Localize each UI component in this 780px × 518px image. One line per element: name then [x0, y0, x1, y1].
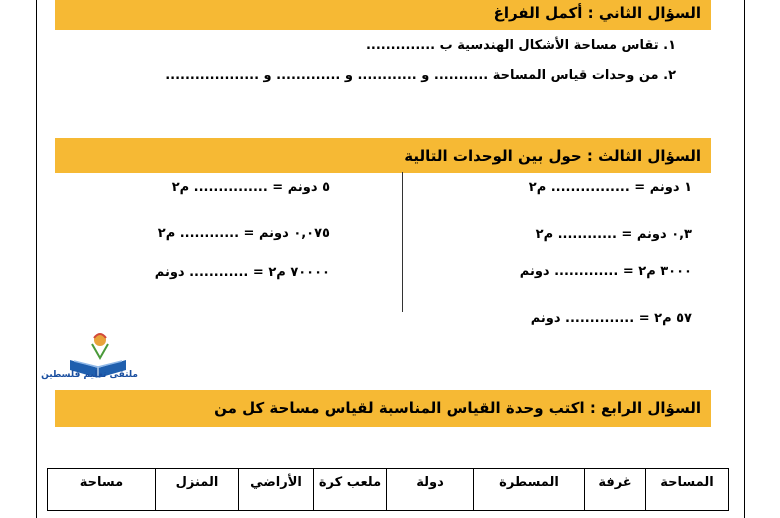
conversion-right-3: ٣٠٠٠ م٢ = ............. دونم — [519, 264, 692, 279]
table-header-cell: المنزل — [156, 469, 239, 511]
table-header-cell: مساحة — [48, 469, 156, 511]
question-2-header — [55, 0, 711, 30]
question-4-title: السؤال الرابع : اكتب وحدة القياس المناسبة لقياس مساحة كل من — [214, 399, 701, 417]
table-row — [48, 469, 729, 511]
conversion-right-4: ٥٧ م٢ = .............. دونم — [530, 311, 692, 326]
conversion-left-2: ٠,٠٧٥ دونم = ............ م٢ — [157, 226, 330, 241]
conversion-right-1: ١ دونم = ................ م٢ — [528, 180, 692, 195]
table-header-cell: ملعب كرة — [314, 469, 387, 511]
conversion-right-2: ٠,٣ دونم = ............ م٢ — [535, 227, 692, 242]
conversion-left-3: ٧٠٠٠٠ م٢ = ............ دونم — [154, 265, 330, 280]
question-4-header — [55, 390, 711, 427]
question-2-item-1: ١. تقاس مساحة الأشكال الهندسية ب .............. — [365, 38, 676, 53]
question-3-title: السؤال الثالث : حول بين الوحدات التالية — [404, 147, 701, 165]
logo-caption: ملتقى تعليم فلسطين — [41, 370, 138, 380]
conversion-left-1: ٥ دونم = ............... م٢ — [171, 180, 330, 195]
column-divider — [402, 172, 403, 312]
table-header-cell: المسطرة — [474, 469, 585, 511]
units-table — [47, 468, 729, 511]
table-header-cell: الأراضي — [239, 469, 314, 511]
question-2-item-2: ٢. من وحدات قياس المساحة ........... و ............ و ............. و ................... — [165, 68, 676, 83]
question-3-header — [55, 138, 711, 173]
question-2-title: السؤال الثاني : أكمل الفراغ — [493, 4, 701, 22]
table-header-cell: المساحة — [646, 469, 729, 511]
table-header-cell: غرفة — [585, 469, 646, 511]
table-header-cell: دولة — [387, 469, 474, 511]
